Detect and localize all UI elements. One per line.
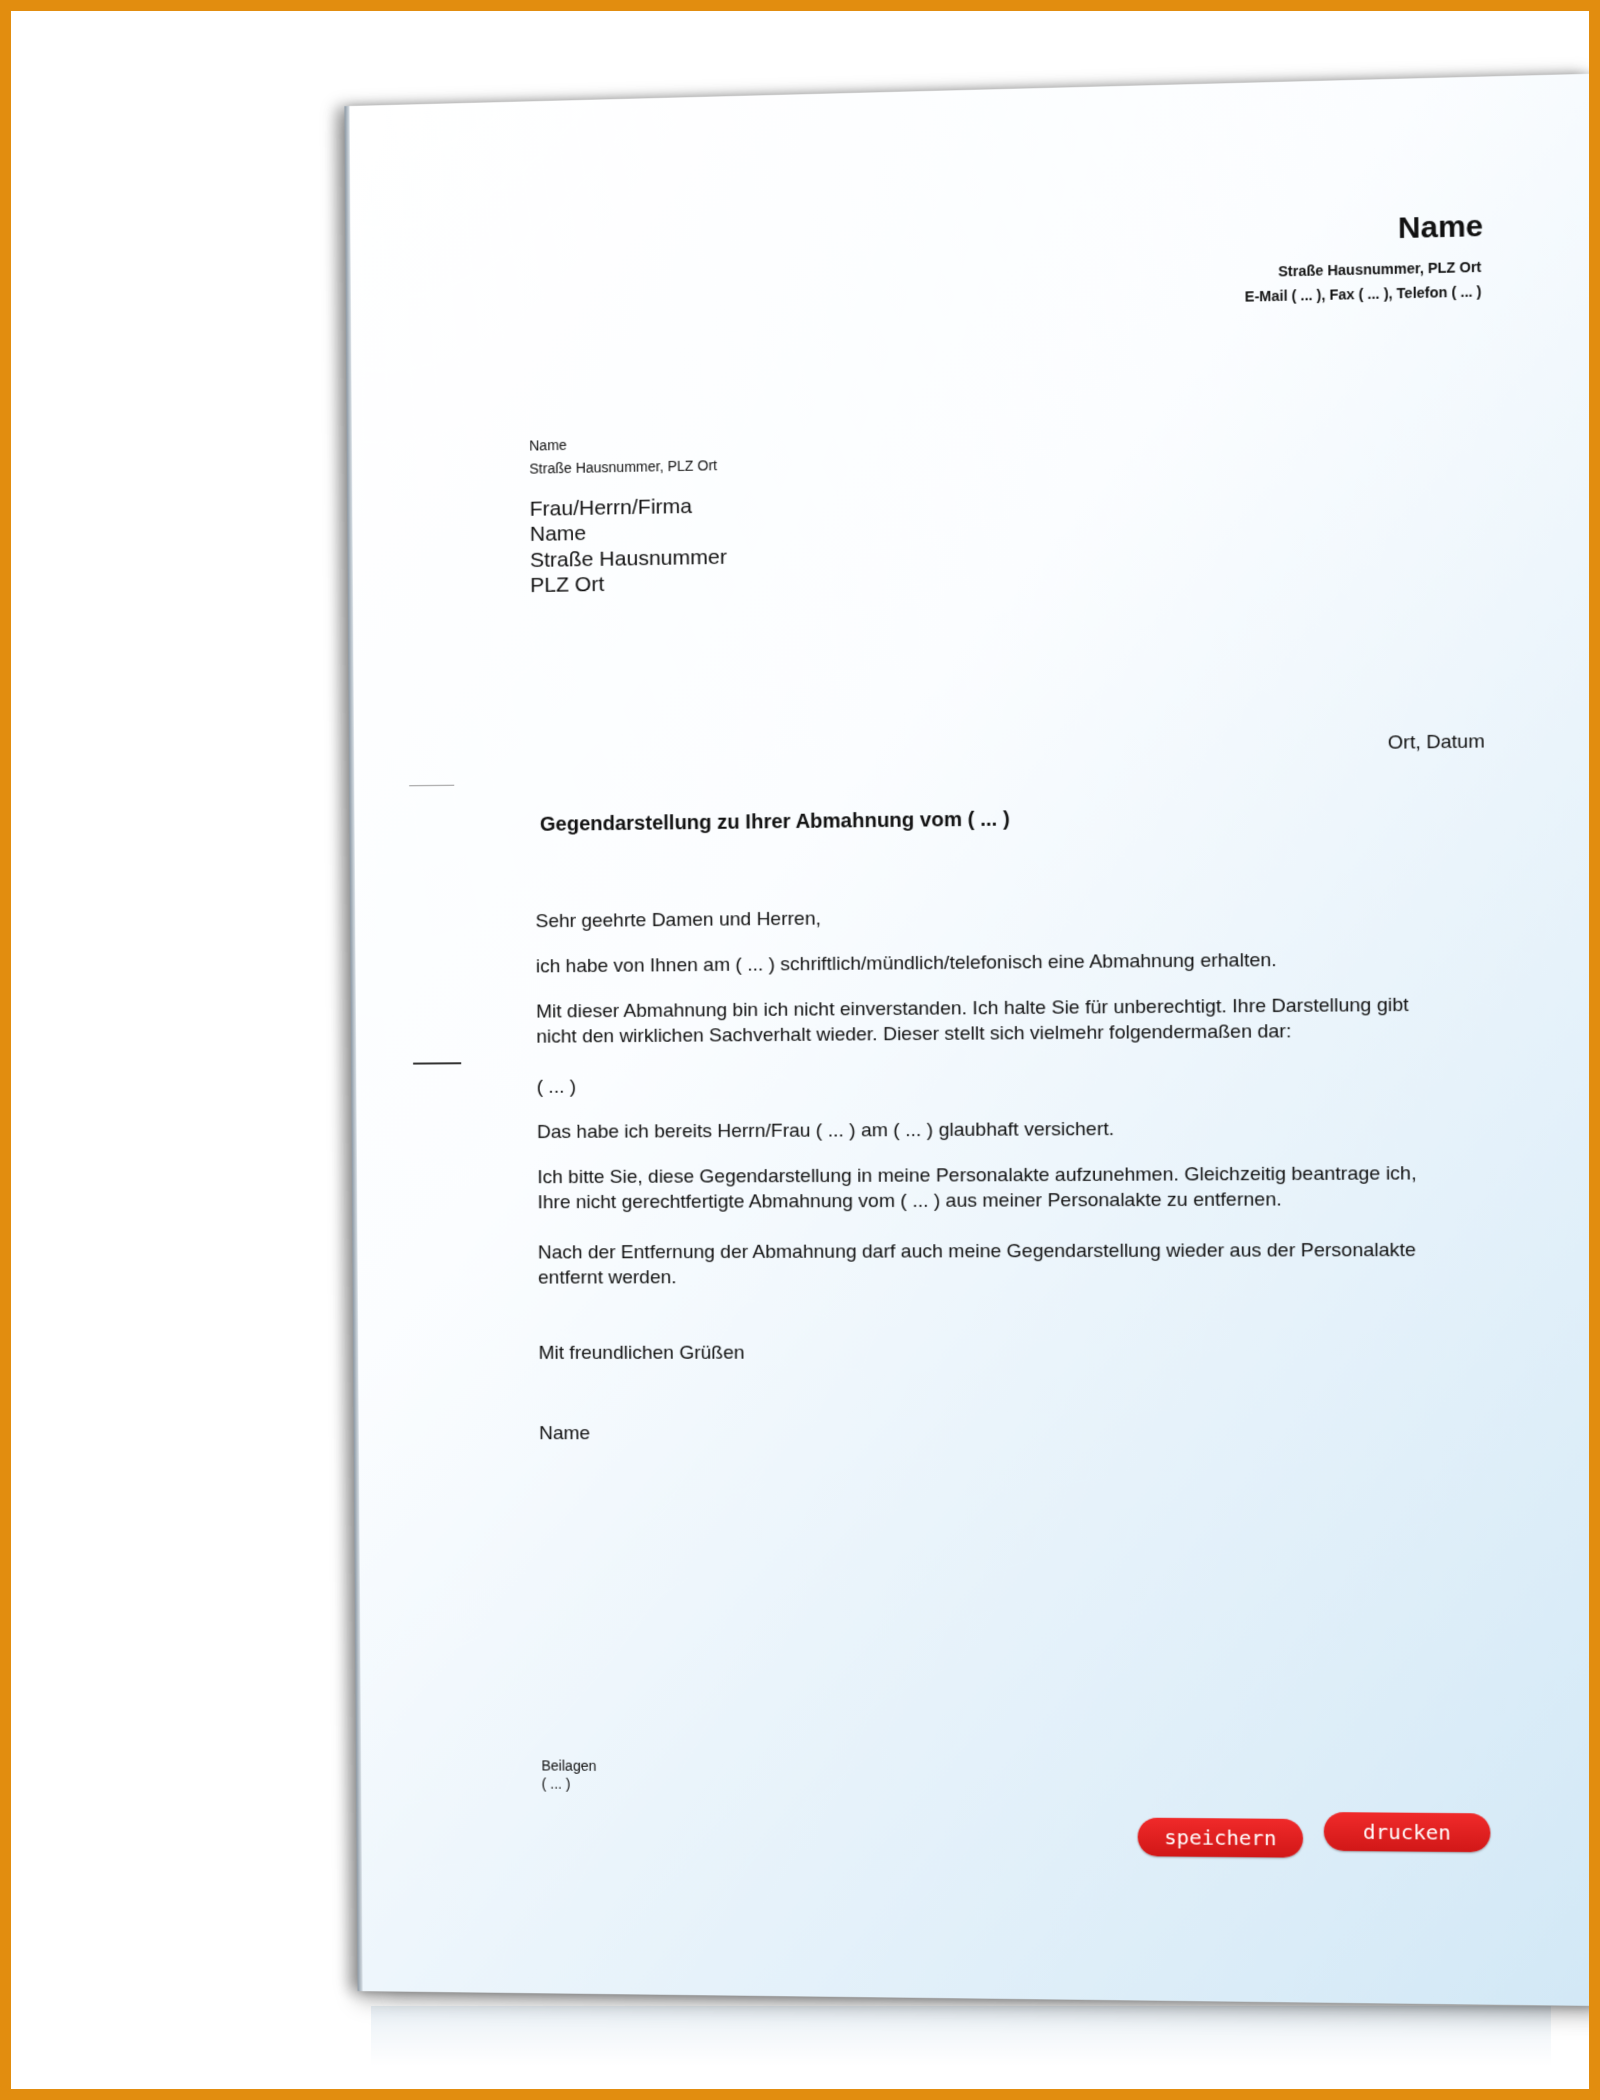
recipient-line: Straße Hausnummer	[529, 545, 727, 573]
salutation: Sehr geehrte Damen und Herren,	[535, 908, 821, 933]
return-address-street: Straße Hausnummer, PLZ Ort	[529, 457, 718, 477]
fold-mark	[409, 785, 454, 787]
signature-name: Name	[539, 1423, 591, 1445]
body-paragraph: ( ... )	[536, 1076, 577, 1098]
paper-reflection	[371, 2006, 1551, 2066]
letter-subject: Gegendarstellung zu Ihrer Abmahnung vom ( ... )	[539, 808, 1010, 836]
paper-edge	[344, 106, 362, 1991]
body-paragraph: Mit dieser Abmahnung bin ich nicht einverstanden. Ich halte Sie für unberechtigt. Ihre Darstellung gibt nicht den wirklichen Sachverhalt wieder. Dieser stellt sich vielmehr folgendermaßen dar:	[536, 994, 1409, 1048]
enclosures-value: ( ... )	[541, 1775, 571, 1792]
enclosures-label: Beilagen	[541, 1757, 597, 1774]
body-paragraph: Ich bitte Sie, diese Gegendarstellung in meine Personalakte aufzunehmen. Gleichzeitig beantrage ich, Ihre nicht gerechtfertigte Abmahnung vom ( ... ) aus meiner Personalakte zu entfernen.	[537, 1163, 1417, 1214]
place-date: Ort, Datum	[1387, 731, 1485, 754]
body-paragraph: Nach der Entfernung der Abmahnung darf auch meine Gegendarstellung wieder aus der Personalakte entfernt werden.	[537, 1239, 1417, 1289]
save-button[interactable]: speichern	[1138, 1818, 1304, 1858]
print-button[interactable]: drucken	[1324, 1812, 1491, 1852]
recipient-line: PLZ Ort	[530, 572, 605, 598]
recipient-line: Frau/Herrn/Firma	[529, 494, 693, 521]
document-preview	[11, 11, 1600, 2100]
sender-contact: E-Mail ( ... ), Fax ( ... ), Telefon ( ... )	[1244, 283, 1482, 305]
closing: Mit freundlichen Grüßen	[538, 1342, 745, 1364]
sender-address: Straße Hausnummer, PLZ Ort	[1278, 258, 1482, 280]
letter-page	[344, 74, 1600, 2006]
recipient-line: Name	[529, 521, 587, 546]
punch-mark	[413, 1062, 461, 1064]
return-address-name: Name	[529, 436, 567, 454]
sender-name: Name	[1397, 209, 1484, 246]
body-paragraph: ich habe von Ihnen am ( ... ) schriftlich/mündlich/telefonisch eine Abmahnung erhalten.	[535, 949, 1277, 978]
body-paragraph: Das habe ich bereits Herrn/Frau ( ... ) am ( ... ) glaubhaft versichert.	[536, 1118, 1115, 1144]
